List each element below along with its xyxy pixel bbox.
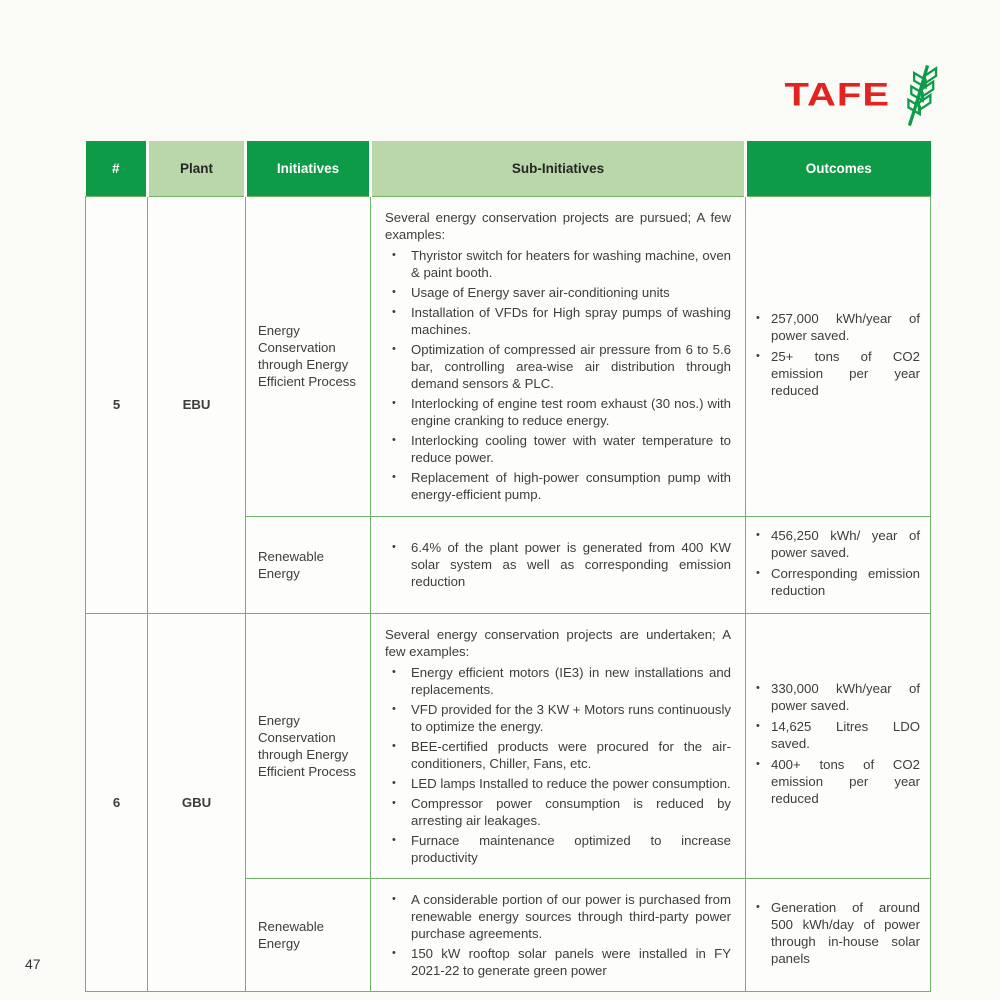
table-row-6-energy-conservation <box>86 613 931 878</box>
bullet-text: Replacement of high-power consumption pump with energy-efficient pump. <box>411 470 731 502</box>
outcomes-list <box>754 310 920 399</box>
row-number-cell: 6 <box>86 613 148 991</box>
sub-initiatives-list <box>385 664 731 866</box>
outcomes-list <box>754 899 920 967</box>
bullet-icon: • <box>392 343 396 355</box>
bullet-icon: • <box>392 286 396 298</box>
bullet-text: 150 kW rooftop solar panels were installed in FY 2021-22 to generate green power <box>411 945 731 978</box>
bullet-text: 14,625 Litres LDO saved. <box>771 719 920 751</box>
bullet-item <box>754 680 920 714</box>
table-header-row <box>86 141 931 196</box>
header-num: # <box>86 141 148 196</box>
bullet-text: 400+ tons of CO2 emission per year reduced <box>771 757 920 806</box>
bullet-icon: • <box>392 702 396 715</box>
bullet-item <box>385 945 731 979</box>
outcomes-cell <box>746 196 931 516</box>
bullet-item <box>385 395 731 429</box>
outcomes-cell <box>746 878 931 991</box>
bullet-item <box>754 527 920 561</box>
bullet-icon: • <box>756 528 760 541</box>
bullet-item <box>385 469 731 503</box>
bullet-item <box>385 247 731 281</box>
bullet-text: 330,000 kWh/year of power saved. <box>771 681 920 713</box>
bullet-icon: • <box>756 349 760 362</box>
table-row-5-energy-conservation <box>86 196 931 516</box>
bullet-item <box>385 832 731 866</box>
outcomes-list <box>754 527 920 599</box>
sub-initiatives-list <box>385 891 731 979</box>
plant-cell: GBU <box>148 613 246 991</box>
bullet-text: VFD provided for the 3 KW + Motors runs continuously to optimize the energy. <box>411 701 731 734</box>
bullet-icon: • <box>392 471 396 483</box>
bullet-text: 6.4% of the plant power is generated from 400 KW solar system as well as corresponding emission reduction <box>411 540 731 589</box>
bullet-text: Generation of around 500 kWh/day of power through in-house solar panels <box>771 899 920 966</box>
initiatives-table <box>85 141 931 992</box>
header-sub-initiatives: Sub-Initiatives <box>371 141 746 196</box>
bullet-icon: • <box>756 900 760 913</box>
bullet-item <box>754 718 920 752</box>
bullet-text: Furnace maintenance optimized to increase productivity <box>411 832 731 865</box>
bullet-item <box>385 284 731 301</box>
bullet-item <box>754 756 920 807</box>
wheat-sprig-icon <box>896 62 938 128</box>
sub-initiatives-cell <box>371 878 746 991</box>
bullet-icon: • <box>392 796 396 809</box>
bullet-icon: • <box>392 397 396 409</box>
bullet-item <box>385 664 731 698</box>
bullet-text: BEE-certified products were procured for the air-conditioners, Chiller, Fans, etc. <box>411 738 731 771</box>
plant-cell: EBU <box>148 196 246 613</box>
bullet-item <box>385 701 731 735</box>
tafe-logo <box>785 62 938 128</box>
bullet-item <box>385 795 731 829</box>
sub-initiatives-intro: Several energy conservation projects are undertaken; A few examples: <box>385 626 731 659</box>
bullet-icon: • <box>392 306 396 318</box>
bullet-item <box>385 341 731 392</box>
bullet-icon: • <box>392 541 396 553</box>
bullet-item <box>385 304 731 338</box>
bullet-text: Energy efficient motors (IE3) in new installations and replacements. <box>411 664 731 697</box>
sub-initiatives-cell <box>371 613 746 878</box>
bullet-icon: • <box>392 833 396 846</box>
bullet-icon: • <box>392 434 396 446</box>
bullet-text: A considerable portion of our power is purchased from renewable energy sources through third-party power purchase agreements. <box>411 891 731 941</box>
bullet-text: Optimization of compressed air pressure from 6 to 5.6 bar, controlling area-wise air distribution through demand sensors & PLC. <box>411 342 731 391</box>
bullet-icon: • <box>392 892 396 905</box>
bullet-text: Thyristor switch for heaters for washing machine, oven & paint booth. <box>411 248 731 280</box>
bullet-text: Usage of Energy saver air-conditioning units <box>411 285 670 300</box>
bullet-icon: • <box>756 720 760 732</box>
sub-initiatives-cell <box>371 516 746 613</box>
bullet-text: Interlocking cooling tower with water temperature to reduce power. <box>411 433 731 465</box>
bullet-text: Interlocking of engine test room exhaust (30 nos.) with engine cranking to reduce energy. <box>411 396 731 428</box>
header-plant: Plant <box>148 141 246 196</box>
row-number-cell: 5 <box>86 196 148 613</box>
sub-initiatives-list <box>385 539 731 590</box>
initiative-cell: Energy Conservation through Energy Efficient Process <box>246 613 371 878</box>
bullet-item <box>385 891 731 942</box>
bullet-item <box>385 432 731 466</box>
sub-initiatives-intro: Several energy conservation projects are pursued; A few examples: <box>385 210 731 242</box>
tafe-logo-text: TAFE <box>784 76 890 114</box>
outcomes-list <box>754 680 920 807</box>
sub-initiatives-cell <box>371 196 746 516</box>
bullet-icon: • <box>392 739 396 752</box>
outcomes-cell <box>746 516 931 613</box>
bullet-icon: • <box>756 566 760 579</box>
bullet-icon: • <box>756 682 760 694</box>
bullet-text: Installation of VFDs for High spray pumps of washing machines. <box>411 305 731 337</box>
bullet-icon: • <box>392 249 396 261</box>
bullet-icon: • <box>756 311 760 324</box>
bullet-text: 25+ tons of CO2 emission per year reduced <box>771 348 920 398</box>
header-outcomes: Outcomes <box>746 141 931 196</box>
initiative-cell: Renewable Energy <box>246 878 371 991</box>
bullet-icon: • <box>392 776 396 789</box>
bullet-text: Compressor power consumption is reduced by arresting air leakages. <box>411 795 731 828</box>
bullet-text: LED lamps Installed to reduce the power consumption. <box>411 775 731 791</box>
bullet-item <box>754 310 920 344</box>
bullet-icon: • <box>392 665 396 678</box>
bullet-text: 456,250 kWh/ year of power saved. <box>771 527 920 560</box>
bullet-icon: • <box>392 946 396 959</box>
bullet-text: Corresponding emission reduction <box>771 565 920 598</box>
header-initiatives: Initiatives <box>246 141 371 196</box>
initiative-cell: Energy Conservation through Energy Efficient Process <box>246 196 371 516</box>
outcomes-cell <box>746 613 931 878</box>
bullet-item <box>754 565 920 599</box>
bullet-text: 257,000 kWh/year of power saved. <box>771 310 920 343</box>
page-number: 47 <box>25 956 41 972</box>
bullet-item <box>385 539 731 590</box>
bullet-item <box>385 775 731 792</box>
bullet-item <box>754 899 920 967</box>
sub-initiatives-list <box>385 247 731 503</box>
initiative-cell: Renewable Energy <box>246 516 371 613</box>
bullet-item <box>754 348 920 399</box>
bullet-item <box>385 738 731 772</box>
bullet-icon: • <box>756 758 760 770</box>
